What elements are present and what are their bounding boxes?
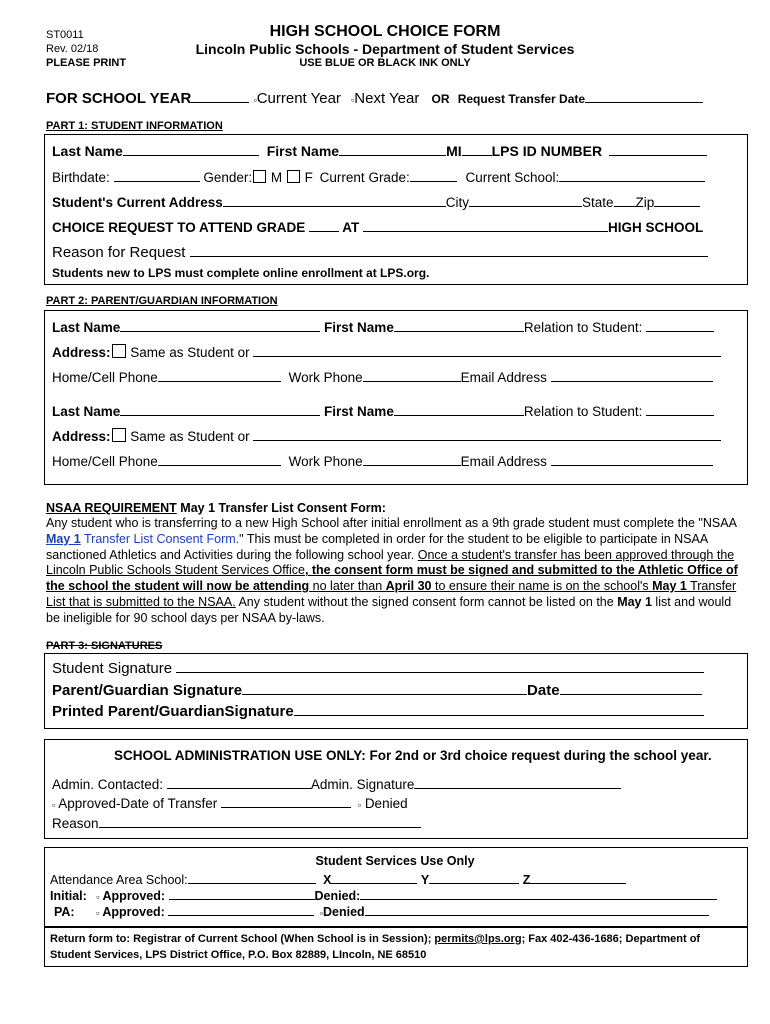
nsaa-line-2 — [46, 532, 746, 548]
school-year-row — [46, 90, 703, 107]
part3-heading: PART 3: SIGNATURES — [46, 640, 163, 652]
denied-label: Denied — [364, 796, 408, 811]
parent1-address-row — [52, 344, 721, 360]
nsaa-line-1: Any student who is transferring to a new High School after initial enrollment as a 9th grade student must complete the "NSAA — [46, 516, 737, 530]
admin-reason-label: Reason — [52, 816, 99, 831]
reason-field[interactable] — [190, 244, 708, 257]
mi-field[interactable] — [462, 143, 492, 156]
nsaa-line-5a: the school the student will now be attending — [46, 579, 310, 594]
parent1-home-phone-field[interactable] — [158, 369, 281, 382]
please-print: PLEASE PRINT — [46, 57, 127, 69]
parent2-address-label: Address: — [52, 429, 111, 444]
parent2-email-field[interactable] — [551, 453, 713, 466]
pa-denied-label: Denied — [322, 905, 365, 919]
state-field[interactable] — [614, 194, 636, 207]
birthdate-label: Birthdate: — [52, 170, 110, 185]
parent1-work-phone-field[interactable] — [363, 369, 461, 382]
initial-denied-label: Denied: — [314, 889, 361, 903]
pa-label: PA: — [54, 905, 75, 919]
nsaa-heading: NSAA REQUIREMENT — [46, 501, 177, 515]
state-label: State — [581, 195, 614, 210]
approved-checkbox[interactable]: ▫ — [52, 800, 56, 810]
parent1-relation-field[interactable] — [646, 319, 714, 332]
z-label: Z — [522, 873, 531, 887]
parent1-last-name-field[interactable] — [120, 319, 320, 332]
zip-label: Zip — [635, 195, 655, 210]
parent1-phone-row — [52, 369, 713, 385]
parent2-relation-label: Relation to Student: — [523, 404, 643, 419]
nsaa-line-2-text: " This must be completed in order for the student to be eligible to participate in NSAA — [239, 531, 709, 546]
last-name-field[interactable] — [123, 143, 259, 156]
grade-field[interactable] — [309, 219, 339, 232]
reason-label: Reason for Request — [52, 244, 186, 261]
nsaa-line-3a: sanctioned Athletics and Activities during the following school year. — [46, 547, 418, 562]
nsaa-line-6c: May 1 — [617, 594, 652, 609]
admin-signature-label: Admin. Signature — [310, 777, 415, 792]
current-year-label: Current Year — [256, 90, 341, 107]
parent1-home-phone-label: Home/Cell Phone — [52, 370, 158, 385]
student-name-row — [52, 143, 707, 159]
pa-denied-checkbox[interactable]: ▫ — [319, 908, 323, 918]
parent1-same-as-student-label: Same as Student or — [130, 345, 250, 360]
approved-date-field[interactable] — [221, 795, 351, 808]
printed-parent-label: Printed Parent/GuardianSignature — [52, 703, 294, 720]
choice-request-label: CHOICE REQUEST TO ATTEND GRADE — [52, 220, 306, 235]
denied-checkbox[interactable]: ▫ — [357, 800, 362, 810]
nsaa-line-4 — [46, 563, 746, 579]
footer-fax-text: ; Fax 402-436-1686; Department of — [521, 933, 701, 945]
admin-reason-row — [52, 815, 421, 831]
nsaa-line-4a: Lincoln Public Schools Student Services Office — [46, 563, 305, 578]
gender-m-label: M — [270, 170, 283, 185]
parent2-address-row — [52, 428, 721, 444]
parent2-phone-row — [52, 453, 713, 469]
nsaa-line-3 — [46, 548, 746, 564]
approved-date-label: Approved-Date of Transfer — [58, 796, 218, 811]
first-name-label: First Name — [266, 143, 340, 159]
nsaa-heading-rest: May 1 Transfer List Consent Form: — [180, 501, 386, 515]
attendance-row — [50, 871, 626, 887]
parent2-email-label: Email Address — [460, 454, 547, 469]
parent2-work-phone-label: Work Phone — [288, 454, 363, 469]
school-year-label: FOR SCHOOL YEAR — [46, 90, 192, 107]
student-address-field[interactable] — [223, 194, 446, 207]
admin-contacted-field[interactable] — [167, 776, 311, 789]
pa-denied-field[interactable] — [365, 903, 709, 916]
student-address-label: Student's Current Address — [52, 195, 223, 210]
student-signature-row — [52, 660, 704, 677]
current-grade-field[interactable] — [410, 169, 457, 182]
y-label: Y — [420, 873, 430, 887]
x-field[interactable] — [331, 871, 417, 884]
high-school-field[interactable] — [363, 219, 608, 232]
current-year-checkbox[interactable]: ▫ — [253, 95, 257, 105]
y-field[interactable] — [429, 871, 519, 884]
initial-denied-field[interactable] — [360, 887, 717, 900]
date-label: Date — [527, 682, 560, 699]
parent1-work-phone-label: Work Phone — [288, 370, 363, 385]
high-school-label: HIGH SCHOOL — [608, 220, 704, 235]
parent1-address-label: Address: — [52, 345, 111, 360]
transfer-date-label: Request Transfer Date — [457, 92, 586, 106]
school-year-field[interactable] — [191, 90, 249, 103]
form-id: ST0011 — [46, 29, 84, 41]
nsaa-form-link-may1[interactable]: May 1 — [46, 531, 81, 546]
nsaa-form-link[interactable]: Transfer List Consent Form. — [80, 531, 240, 546]
nsaa-line-4b: , the consent form must be signed and submitted to the Athletic Office of — [304, 563, 738, 578]
gender-f-label: F — [304, 170, 313, 185]
parent2-relation-field[interactable] — [646, 403, 714, 416]
nsaa-line-5b: no later than — [309, 579, 386, 594]
attendance-label: Attendance Area School: — [50, 873, 188, 887]
parent2-name-row — [52, 403, 714, 419]
parent1-same-as-student-checkbox[interactable] — [112, 344, 126, 358]
parent2-same-as-student-checkbox[interactable] — [112, 428, 126, 442]
form-subtitle: Lincoln Public Schools - Department of Student Services — [195, 41, 575, 57]
current-school-label: Current School: — [465, 170, 560, 185]
parent2-same-as-student-label: Same as Student or — [130, 429, 250, 444]
part1-heading: PART 1: STUDENT INFORMATION — [46, 120, 223, 132]
admin-contacted-row — [52, 776, 621, 792]
student-signature-field[interactable] — [176, 660, 704, 673]
initial-approved-field[interactable] — [169, 887, 315, 900]
initial-row — [50, 887, 717, 903]
parent1-relation-label: Relation to Student: — [523, 320, 643, 335]
nsaa-line-5 — [46, 579, 746, 595]
current-school-field[interactable] — [559, 169, 705, 182]
admin-reason-field[interactable] — [99, 815, 421, 828]
nsaa-heading-row — [46, 501, 386, 515]
city-field[interactable] — [469, 194, 582, 207]
printed-parent-row — [52, 703, 704, 720]
admin-contacted-label: Admin. Contacted: — [52, 777, 164, 792]
nsaa-line-6b: Any student without the signed consent form cannot be listed on the — [235, 594, 618, 609]
parent1-first-name-field[interactable] — [394, 319, 524, 332]
printed-parent-field[interactable] — [294, 703, 704, 716]
footer-return-text: Return form to: Registrar of Current School (When School is in Session); — [50, 933, 435, 945]
choice-request-row — [52, 219, 703, 235]
nsaa-line-3b: Once a student's transfer has been approved through the — [417, 547, 735, 562]
ink-note: USE BLUE OR BLACK INK ONLY — [299, 57, 471, 69]
pa-approved-field[interactable] — [168, 903, 314, 916]
parent2-last-name-field[interactable] — [120, 403, 320, 416]
parent2-first-name-field[interactable] — [394, 403, 524, 416]
footer-line-1 — [50, 933, 700, 945]
form-title: HIGH SCHOOL CHOICE FORM — [269, 23, 501, 40]
attendance-field[interactable] — [188, 871, 316, 884]
footer-email-link[interactable]: permits@lps.org — [434, 933, 522, 945]
parent2-address-field[interactable] — [253, 428, 721, 441]
mi-label: MI — [446, 143, 462, 159]
at-label: AT — [342, 220, 360, 235]
zip-field[interactable] — [654, 194, 700, 207]
initial-approved-label: Approved: — [102, 889, 166, 903]
address-row — [52, 194, 700, 210]
nsaa-line-6d: list and would — [651, 594, 732, 609]
nsaa-line-5e: May 1 — [652, 579, 687, 594]
student-services-heading: Student Services Use Only — [315, 854, 475, 868]
next-year-checkbox[interactable]: ▫ — [351, 95, 355, 105]
parent2-home-phone-label: Home/Cell Phone — [52, 454, 158, 469]
nsaa-line-6a: List that is submitted to the NSAA. — [46, 594, 236, 609]
or-label: OR — [431, 92, 450, 106]
student-signature-label: Student Signature — [52, 660, 173, 677]
parent2-last-name-label: Last Name — [52, 404, 121, 419]
nsaa-line-6 — [46, 595, 746, 611]
birthdate-field[interactable] — [114, 169, 200, 182]
first-name-field[interactable] — [339, 143, 446, 156]
birth-gender-row — [52, 169, 705, 185]
nsaa-paragraph — [46, 516, 746, 627]
next-year-label: Next Year — [354, 90, 420, 107]
nsaa-line-5c: April 30 — [385, 579, 432, 594]
nsaa-line-5d: to ensure their name is on the school's — [431, 579, 653, 594]
initial-approved-checkbox[interactable]: ▫ — [96, 892, 100, 902]
parent1-last-name-label: Last Name — [52, 320, 121, 335]
gender-label: Gender: — [203, 170, 253, 185]
nsaa-line-5f: Transfer — [686, 579, 737, 594]
lps-id-label: LPS ID NUMBER — [491, 143, 603, 159]
z-field[interactable] — [530, 871, 626, 884]
revision: Rev. 02/18 — [46, 43, 99, 55]
part2-heading: PART 2: PARENT/GUARDIAN INFORMATION — [46, 295, 278, 307]
reason-row — [52, 244, 708, 261]
current-grade-label: Current Grade: — [319, 170, 410, 185]
parent1-email-label: Email Address — [460, 370, 547, 385]
pa-approved-checkbox[interactable]: ▫ — [96, 908, 100, 918]
admin-approved-row — [52, 795, 408, 811]
parent2-work-phone-field[interactable] — [363, 453, 461, 466]
nsaa-line-7: be ineligible for 90 school days per NSAA by-laws. — [46, 610, 325, 625]
parent1-first-name-label: First Name — [324, 320, 394, 335]
initial-label: Initial: — [50, 889, 87, 903]
admin-heading: SCHOOL ADMINISTRATION USE ONLY: For 2nd or 3rd choice request during the school year. — [114, 748, 712, 763]
parent1-email-field[interactable] — [551, 369, 713, 382]
pa-approved-label: Approved: — [102, 905, 165, 919]
new-students-note: Students new to LPS must complete online enrollment at LPS.org. — [52, 266, 430, 280]
parent-signature-row — [52, 682, 702, 699]
footer-line-2: Student Services, LPS District Office, P.O. Box 82889, LIncoln, NE 68510 — [50, 949, 427, 961]
lps-id-field[interactable] — [609, 143, 707, 156]
parent1-name-row — [52, 319, 714, 335]
transfer-date-field[interactable] — [585, 90, 703, 103]
parent2-first-name-label: First Name — [324, 404, 394, 419]
last-name-label: Last Name — [52, 143, 123, 159]
gender-f-checkbox[interactable] — [287, 170, 300, 183]
parent-signature-label: Parent/Guardian Signature — [52, 682, 243, 699]
gender-m-checkbox[interactable] — [253, 170, 266, 183]
date-field[interactable] — [560, 682, 702, 695]
admin-signature-field[interactable] — [414, 776, 621, 789]
x-label: X — [323, 873, 332, 887]
parent-signature-field[interactable] — [242, 682, 527, 695]
parent2-home-phone-field[interactable] — [158, 453, 281, 466]
pa-row — [54, 903, 709, 919]
city-label: City — [445, 195, 469, 210]
parent1-address-field[interactable] — [253, 344, 721, 357]
